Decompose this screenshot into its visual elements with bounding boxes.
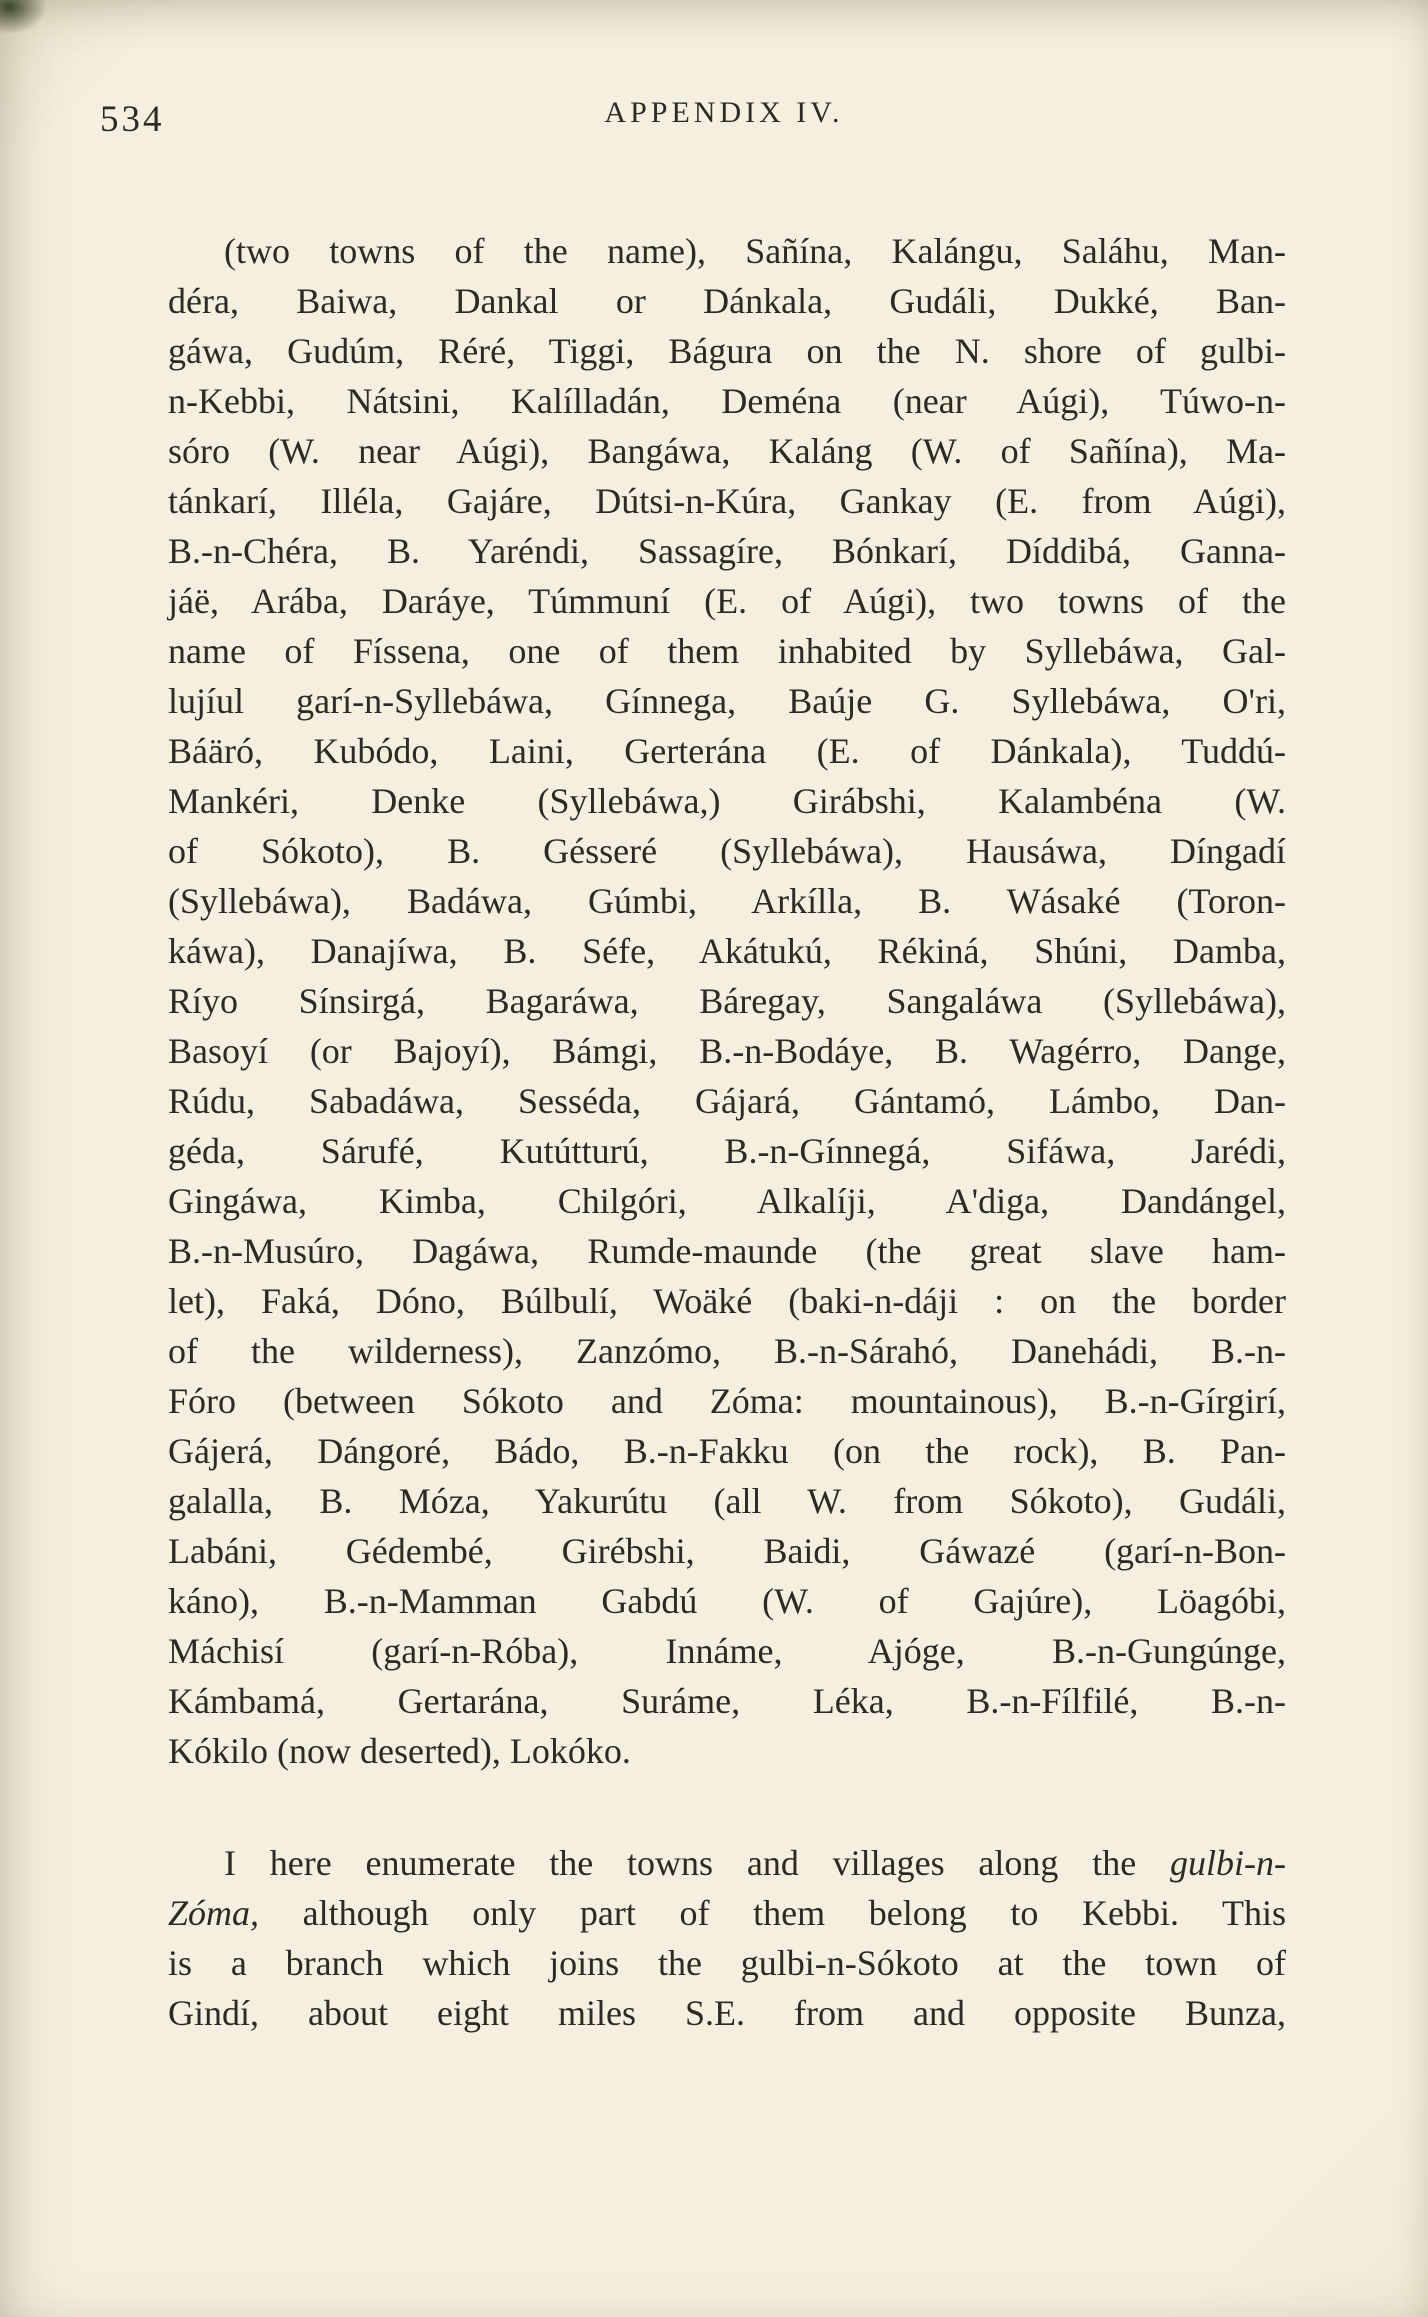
text-line — [168, 1076, 1286, 1126]
text-segment: I here enumerate the towns and villages along the — [224, 1843, 1171, 1883]
text-line — [168, 326, 1286, 376]
text-segment: Ríyo Sínsirgá, Bagaráwa, Báregay, Sangaláwa (Syllebáwa), — [168, 981, 1286, 1021]
scan-edge-artifact — [0, 0, 52, 38]
text-segment: Rúdu, Sabadáwa, Sesséda, Gájará, Gántamó, Lámbo, Dan- — [168, 1081, 1286, 1121]
text-line — [168, 776, 1286, 826]
text-line — [168, 1888, 1286, 1938]
text-line — [168, 476, 1286, 526]
text-line — [168, 1276, 1286, 1326]
text-line — [168, 676, 1286, 726]
page-number: 534 — [100, 99, 165, 140]
text-line — [168, 1126, 1286, 1176]
italic-text-segment: Zóma, — [168, 1893, 260, 1933]
text-segment: let), Faká, Dóno, Búlbulí, Woäké (baki-n-dáji : on the border — [168, 1281, 1286, 1321]
text-line — [168, 426, 1286, 476]
text-segment: Gájerá, Dángoré, Bádo, B.-n-Fakku (on the rock), B. Pan- — [168, 1431, 1286, 1471]
text-line — [168, 626, 1286, 676]
text-segment: lujíul garí-n-Syllebáwa, Gínnega, Baúje G. Syllebáwa, O'ri, — [168, 681, 1286, 721]
text-segment: n-Kebbi, Nátsini, Kalílladán, Deména (near Aúgi), Túwo-n- — [168, 381, 1286, 421]
text-segment: Mankéri, Denke (Syllebáwa,) Girábshi, Kalambéna (W. — [168, 781, 1286, 821]
paragraph-town-list — [168, 226, 1286, 1776]
text-line — [168, 1176, 1286, 1226]
text-segment: Kámbamá, Gertarána, Suráme, Léka, B.-n-Fílfilé, B.-n- — [168, 1681, 1286, 1721]
text-line — [168, 576, 1286, 626]
text-line — [168, 1476, 1286, 1526]
text-line — [168, 976, 1286, 1026]
text-segment: gáwa, Gudúm, Réré, Tiggi, Bágura on the N. shore of gulbi- — [168, 331, 1286, 371]
text-segment: géda, Sárufé, Kutútturú, B.-n-Gínnegá, Sifáwa, Jarédi, — [168, 1131, 1286, 1171]
page-header — [100, 96, 1280, 142]
text-line — [168, 1326, 1286, 1376]
text-line — [168, 276, 1286, 326]
text-block — [168, 226, 1286, 2038]
text-line — [168, 876, 1286, 926]
text-segment: sóro (W. near Aúgi), Bangáwa, Kaláng (W. of Sañína), Ma- — [168, 431, 1286, 471]
text-segment: Kókilo (now deserted), Lokóko. — [168, 1731, 631, 1771]
text-line — [168, 1726, 1286, 1776]
text-segment: tánkarí, Illéla, Gajáre, Dútsi-n-Kúra, Gankay (E. from Aúgi), — [168, 481, 1286, 521]
text-line — [168, 1838, 1286, 1888]
text-line — [168, 1226, 1286, 1276]
text-segment: Gindí, about eight miles S.E. from and opposite Bunza, — [168, 1993, 1286, 2033]
text-line — [168, 526, 1286, 576]
text-line — [168, 1988, 1286, 2038]
text-segment: Gingáwa, Kimba, Chilgóri, Alkalíji, A'diga, Dandángel, — [168, 1181, 1286, 1221]
text-segment: (Syllebáwa), Badáwa, Gúmbi, Arkílla, B. Wásaké (Toron- — [168, 881, 1286, 921]
text-segment: of the wilderness), Zanzómo, B.-n-Sárahó, Danehádi, B.-n- — [168, 1331, 1286, 1371]
text-line — [168, 1526, 1286, 1576]
text-segment: (two towns of the name), Sañína, Kalángu, Saláhu, Man- — [224, 231, 1286, 271]
text-segment: káwa), Danajíwa, B. Séfe, Akátukú, Rékiná, Shúni, Damba, — [168, 931, 1286, 971]
text-segment: name of Físsena, one of them inhabited by Syllebáwa, Gal- — [168, 631, 1286, 671]
running-title: APPENDIX IV. — [604, 96, 844, 129]
text-line — [168, 1938, 1286, 1988]
text-line — [168, 1376, 1286, 1426]
text-segment: jáë, Arába, Daráye, Túmmuní (E. of Aúgi), two towns of the — [168, 581, 1286, 621]
text-segment: Basoyí (or Bajoyí), Bámgi, B.-n-Bodáye, B. Wagérro, Dange, — [168, 1031, 1286, 1071]
italic-text-segment: gulbi-n- — [1170, 1843, 1286, 1883]
text-segment: B.-n-Chéra, B. Yaréndi, Sassagíre, Bónkarí, Díddibá, Ganna- — [168, 531, 1286, 571]
text-segment: déra, Baiwa, Dankal or Dánkala, Gudáli, Dukké, Ban- — [168, 281, 1286, 321]
text-segment: galalla, B. Móza, Yakurútu (all W. from Sókoto), Gudáli, — [168, 1481, 1286, 1521]
paragraph-gulbi-n-zoma — [168, 1838, 1286, 2038]
text-segment: B.-n-Musúro, Dagáwa, Rumde-maunde (the great slave ham- — [168, 1231, 1286, 1271]
text-line — [168, 1426, 1286, 1476]
text-line — [168, 1676, 1286, 1726]
text-line — [168, 1026, 1286, 1076]
text-segment: Báäró, Kubódo, Laini, Gerterána (E. of Dánkala), Tuddú- — [168, 731, 1286, 771]
text-line — [168, 726, 1286, 776]
text-line — [168, 926, 1286, 976]
text-segment: is a branch which joins the gulbi-n-Sókoto at the town of — [168, 1943, 1286, 1983]
text-line — [168, 1626, 1286, 1676]
text-segment: káno), B.-n-Mamman Gabdú (W. of Gajúre), Löagóbi, — [168, 1581, 1286, 1621]
text-segment: Fóro (between Sókoto and Zóma: mountainous), B.-n-Gírgirí, — [168, 1381, 1286, 1421]
text-segment: of Sókoto), B. Gésseré (Syllebáwa), Hausáwa, Díngadí — [168, 831, 1286, 871]
text-segment: Máchisí (garí-n-Róba), Innáme, Ajóge, B.-n-Gungúnge, — [168, 1631, 1286, 1671]
text-line — [168, 376, 1286, 426]
text-line — [168, 826, 1286, 876]
text-line — [168, 226, 1286, 276]
text-segment: although only part of them belong to Kebbi. This — [259, 1893, 1286, 1933]
text-segment: Labáni, Gédembé, Girébshi, Baidi, Gáwazé (garí-n-Bon- — [168, 1531, 1286, 1571]
text-line — [168, 1576, 1286, 1626]
